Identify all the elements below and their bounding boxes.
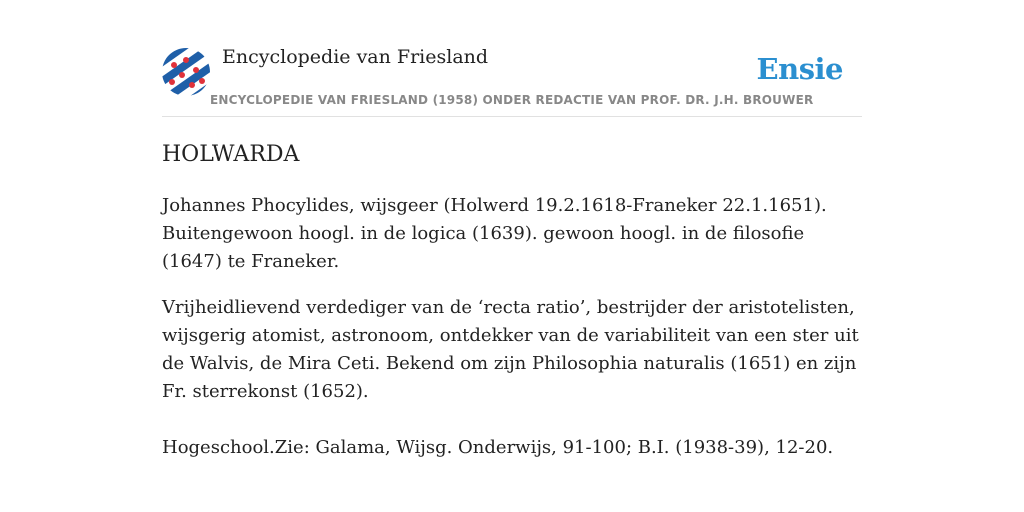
entry-title: HOLWARDA <box>162 142 300 167</box>
entry-paragraph: Vrijheidlievend verdediger van de ‘recta ratio’, bestrijder der aristotelisten, wijsgerig atomist, astronoom, ontdekker van de variabiliteit van een ster uit de Walvis, de Mira Ceti. Bekend om zijn Philosophia naturalis (1651) en zijn Fr. sterrekonst (1652). <box>162 297 859 402</box>
frisian-flag-icon[interactable] <box>162 48 210 96</box>
entry-content <box>162 140 862 462</box>
site-title[interactable]: Encyclopedie van Friesland <box>222 46 489 68</box>
site-header <box>162 44 862 117</box>
site-subtitle: ENCYCLOPEDIE VAN FRIESLAND (1958) ONDER REDACTIE VAN PROF. DR. J.H. BROUWER <box>210 93 814 107</box>
ensie-logo-link[interactable]: Ensie <box>756 52 843 86</box>
entry-paragraph: Hogeschool.Zie: Galama, Wijsg. Onderwijs, 91-100; B.I. (1938-39), 12-20. <box>162 437 834 458</box>
entry-paragraph: Johannes Phocylides, wijsgeer (Holwerd 19.2.1618-Franeker 22.1.1651). Buitengewoon hoogl. in de logica (1639). gewoon hoogl. in de filosofie (1647) te Franeker. <box>162 195 827 272</box>
